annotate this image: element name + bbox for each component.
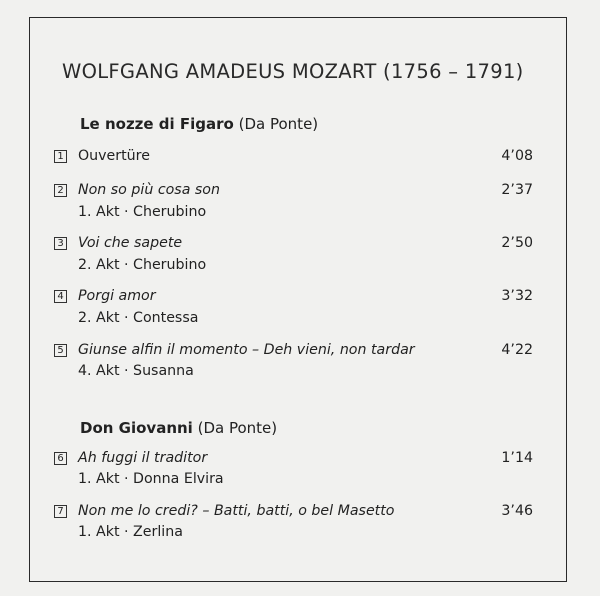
- track-number-box: 5: [54, 344, 67, 357]
- track-duration: 2’50: [501, 235, 533, 251]
- track-act-role: 1. Akt · Donna Elvira: [78, 471, 224, 487]
- composer-heading: WOLFGANG AMADEUS MOZART (1756 – 1791): [62, 60, 524, 83]
- work-heading-figaro: [80, 115, 318, 133]
- track-number-box: 6: [54, 452, 67, 465]
- track-title: Giunse alfin il momento – Deh vieni, non tardar: [78, 342, 415, 358]
- track-number-box: 4: [54, 290, 67, 303]
- track-duration: 1’14: [501, 450, 533, 466]
- track-number-box: 7: [54, 505, 67, 518]
- track-act-role: 1. Akt · Zerlina: [78, 524, 183, 540]
- track-duration: 3’46: [501, 503, 533, 519]
- track-title: Porgi amor: [78, 288, 156, 304]
- track-duration: 4’08: [501, 148, 533, 164]
- track-act-role: 2. Akt · Cherubino: [78, 257, 207, 273]
- work-librettist: (Da Ponte): [192, 419, 278, 437]
- work-title: Don Giovanni: [80, 419, 193, 437]
- work-heading-don-giovanni: [80, 419, 277, 437]
- track-number-box: 3: [54, 237, 67, 250]
- track-number-box: 1: [54, 150, 67, 163]
- track-title: Non me lo credi? – Batti, batti, o bel Masetto: [78, 503, 395, 519]
- work-title: Le nozze di Figaro: [80, 115, 234, 133]
- track-number-box: 2: [54, 184, 67, 197]
- track-act-role: 4. Akt · Susanna: [78, 363, 194, 379]
- work-librettist: (Da Ponte): [233, 115, 319, 133]
- track-act-role: 1. Akt · Cherubino: [78, 204, 207, 220]
- track-duration: 4’22: [501, 342, 533, 358]
- track-act-role: 2. Akt · Contessa: [78, 310, 199, 326]
- track-title: Ouvertüre: [78, 148, 150, 164]
- track-duration: 2’37: [501, 182, 533, 198]
- track-title: Voi che sapete: [78, 235, 183, 251]
- track-title: Ah fuggi il traditor: [78, 450, 208, 466]
- track-title: Non so più cosa son: [78, 182, 220, 198]
- track-duration: 3’32: [501, 288, 533, 304]
